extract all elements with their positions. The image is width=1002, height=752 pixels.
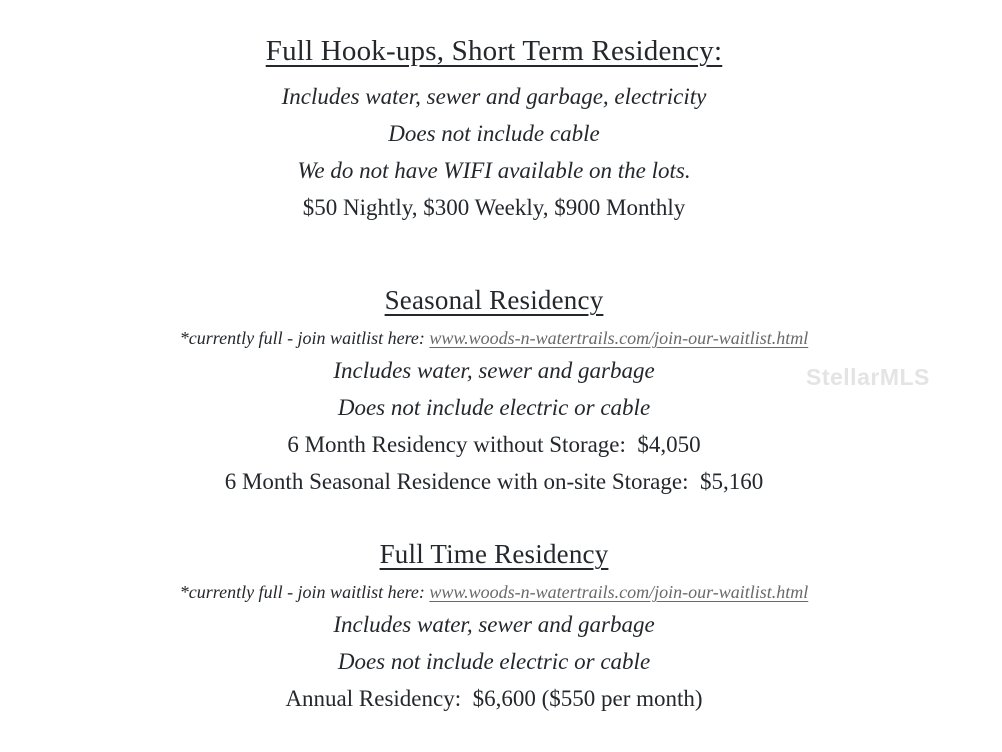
seasonal-exclusions-line: Does not include electric or cable bbox=[337, 395, 651, 420]
seasonal-rate-without-storage-line: 6 Month Residency without Storage: $4,050 bbox=[287, 432, 701, 457]
section-heading-short-term: Full Hook-ups, Short Term Residency: bbox=[265, 35, 723, 67]
full-time-waitlist-note bbox=[0, 578, 988, 606]
full-time-waitlist-link[interactable]: www.woods-n-watertrails.com/join-our-waitlist.html bbox=[429, 582, 809, 602]
annual-rate-line: Annual Residency: $6,600 ($550 per month) bbox=[285, 686, 703, 711]
stellar-mls-watermark: StellarMLS bbox=[806, 364, 930, 390]
short-term-rates-line: $50 Nightly, $300 Weekly, $900 Monthly bbox=[302, 195, 686, 220]
full-time-included-utilities-line: Includes water, sewer and garbage bbox=[333, 612, 655, 637]
short-term-cable-exclusion-line: Does not include cable bbox=[388, 121, 600, 146]
seasonal-waitlist-link[interactable]: www.woods-n-watertrails.com/join-our-waitlist.html bbox=[429, 328, 809, 348]
section-heading-full-time: Full Time Residency bbox=[379, 539, 609, 569]
full-time-waitlist-note-text: *currently full - join waitlist here: bbox=[179, 582, 430, 602]
seasonal-rate-with-storage-line: 6 Month Seasonal Residence with on-site Storage: $5,160 bbox=[224, 469, 764, 494]
seasonal-included-utilities-line: Includes water, sewer and garbage bbox=[333, 358, 655, 383]
section-heading-seasonal: Seasonal Residency bbox=[384, 285, 604, 315]
seasonal-waitlist-note bbox=[0, 324, 988, 352]
short-term-wifi-note-line: We do not have WIFI available on the lots. bbox=[297, 158, 691, 183]
full-time-exclusions-line: Does not include electric or cable bbox=[337, 649, 651, 674]
short-term-included-utilities-line: Includes water, sewer and garbage, electricity bbox=[281, 84, 707, 109]
seasonal-waitlist-note-text: *currently full - join waitlist here: bbox=[179, 328, 430, 348]
